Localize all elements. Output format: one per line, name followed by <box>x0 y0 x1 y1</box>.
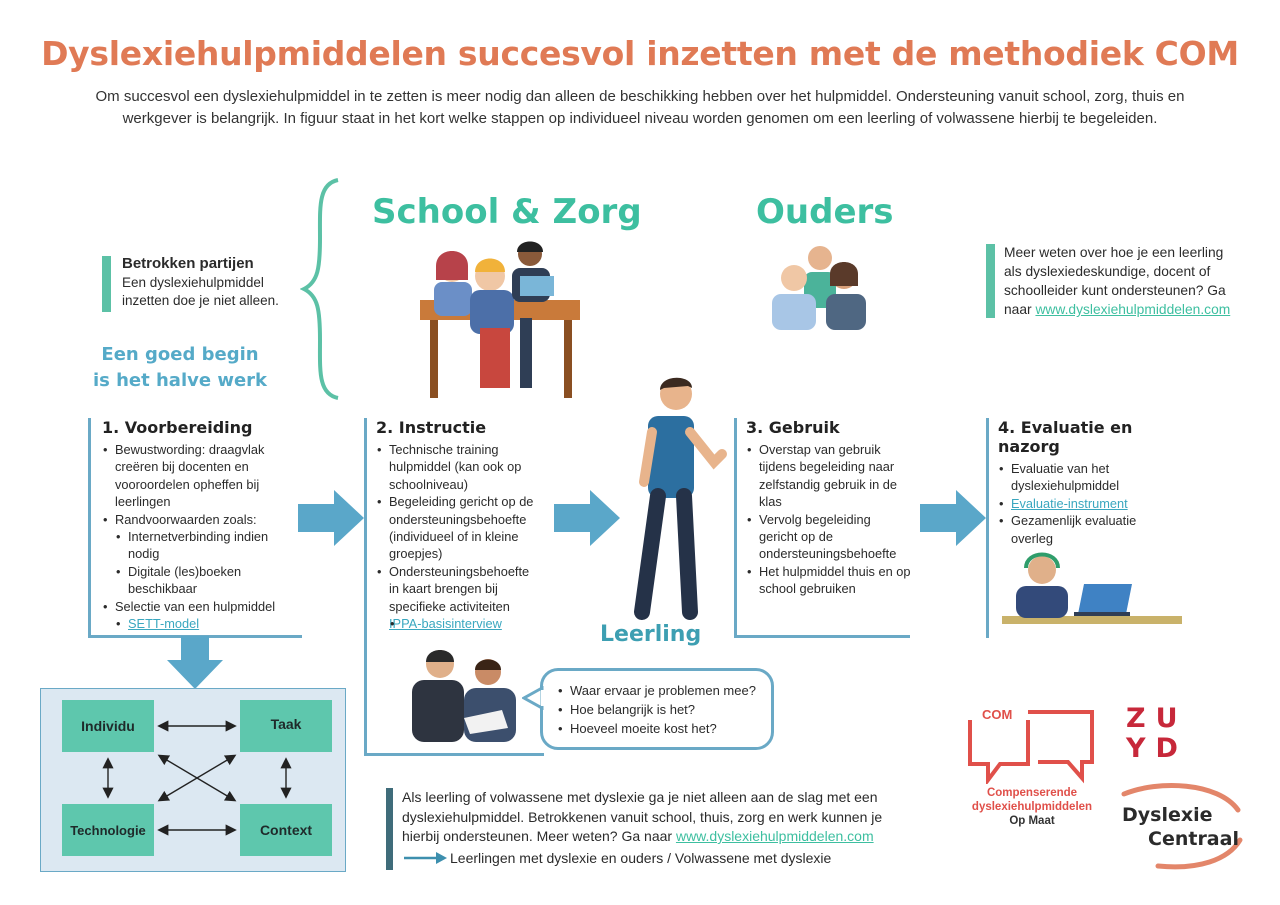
com-line-1: Compenserende <box>986 787 1078 799</box>
intro-text <box>30 86 1250 130</box>
betrokken-block <box>122 254 279 310</box>
heading-school-zorg: School & Zorg <box>372 192 642 232</box>
question-item: • Waar ervaar je problemen mee? <box>557 681 771 700</box>
intro-line-1: Om succesvol een dyslexiehulpmiddel in te zetten is meer nodig dan alleen de beschikking hebben over het hulpmiddel. Ondersteuning vanuit school, zorg, thuis en <box>95 88 1185 105</box>
arrow-right-icon <box>404 850 448 866</box>
step3-item-1: • Overstap van gebruik tijdens begeleiding naar zelfstandig gebruik in de klas <box>746 441 926 511</box>
bottom-note-line-2: dyslexiehulpmiddel. Betrokkenen vanuit school, thuis, zorg en werk kunnen je <box>402 808 883 825</box>
step3-item-3: • Het hulpmiddel thuis en op school gebruiken <box>746 563 926 598</box>
arrow-right-icon <box>554 490 622 546</box>
step1-item-1: • Bewustwording: draagvlak creëren bij docenten en vooroordelen opheffen bij leerlingen <box>102 441 302 511</box>
step2-item-2: • Begeleiding gericht op de ondersteuningsbehoefte (individueel of in kleine groepjes) <box>376 493 566 563</box>
step4-item-1: • Evaluatie van het dyslexiehulpmiddel <box>998 460 1188 495</box>
school-zorg-illustration <box>412 240 584 400</box>
bottom-note-line-1: Als leerling of volwassene met dyslexie ga je niet alleen aan de slag met een <box>402 789 878 805</box>
dyslexie-centraal-logo <box>1122 803 1239 851</box>
bubble-tail <box>522 686 544 710</box>
questions-list <box>557 681 771 738</box>
meer-weten-line-2: als dyslexiedeskundige, docent of <box>1004 264 1211 279</box>
matrix-technologie: Technologie <box>62 804 154 856</box>
step4-item-3: • Gezamenlijk evaluatie overleg <box>998 512 1188 547</box>
arrow-down-icon <box>166 636 224 690</box>
step3-title: 3. Gebruik <box>746 418 840 437</box>
com-label: COM <box>982 707 1013 722</box>
step1-item-2: • Randvoorwaarden zoals: <box>102 511 302 528</box>
intro-line-2: werkgever is belangrijk. In figuur staat in het kort welke stappen op individueel niveau worden genomen om een leerling of volwassene hierbij te begeleiden. <box>122 110 1158 127</box>
step4-list <box>998 460 1188 547</box>
zuyd-line-1: ZU <box>1126 703 1188 734</box>
evaluatie-illustration <box>1002 548 1182 642</box>
bottom-arrow-text: Leerlingen met dyslexie en ouders / Volwassene met dyslexie <box>450 850 832 866</box>
dc-line-1: Dyslexie <box>1122 804 1213 826</box>
step1-item-3: • Selectie van een hulpmiddel <box>102 598 302 615</box>
question-item: • Hoe belangrijk is het? <box>557 700 771 719</box>
step2-list <box>376 441 566 632</box>
step1-subitem-3 <box>102 615 302 632</box>
step4-block <box>998 418 1188 547</box>
curly-brace <box>300 178 344 400</box>
com-text <box>962 786 1102 828</box>
matrix-individu: Individu <box>62 700 154 752</box>
step1-title: 1. Voorbereiding <box>102 418 253 437</box>
betrokken-line-1: Een dyslexiehulpmiddel <box>122 275 264 290</box>
betrokken-title: Betrokken partijen <box>122 255 254 272</box>
com-line-2: dyslexiehulpmiddelen <box>971 801 1093 813</box>
meer-weten-line-3: schoolleider kunt ondersteunen? Ga <box>1004 283 1226 298</box>
dc-line-2: Centraal <box>1148 828 1239 850</box>
bottom-note <box>402 788 942 847</box>
bottom-note-prefix: hierbij ondersteunen. Meer weten? Ga naar <box>402 828 676 844</box>
step1-subitem-1: • Internetverbinding indien nodig <box>102 528 302 563</box>
step2-block <box>376 418 566 632</box>
bottom-accent-bar <box>386 788 393 870</box>
matrix-arrows <box>40 688 346 872</box>
step3-item-2: • Vervolg begeleiding gericht op de ondersteuningsbehoefte <box>746 511 926 563</box>
step4-title: 4. Evaluatie en nazorg <box>998 418 1133 456</box>
meer-weten-line-1: Meer weten over hoe je een leerling <box>1004 245 1224 260</box>
questions-bubble <box>540 668 774 750</box>
step1-list <box>102 441 302 632</box>
evaluatie-instrument-link[interactable]: Evaluatie-instrument <box>1011 495 1128 511</box>
step2-item-1: • Technische training hulpmiddel (kan ook op schoolniveau) <box>376 441 566 493</box>
meer-weten-prefix: naar <box>1004 302 1036 317</box>
step2-item-3: • Ondersteuningsbehoefte in kaart brengen bij specifieke activiteiten <box>376 563 566 615</box>
zuyd-line-2: YD <box>1126 733 1188 764</box>
step3-block <box>746 418 926 598</box>
meer-weten-link[interactable]: www.dyslexiehulpmiddelen.com <box>1035 302 1231 317</box>
page-title: Dyslexiehulpmiddelen succesvol inzetten met de methodiek COM <box>41 34 1239 73</box>
com-line-3: Op Maat <box>1009 815 1055 827</box>
ippa-link[interactable]: IPPA-basisinterview <box>389 616 502 632</box>
heading-ouders: Ouders <box>756 192 894 232</box>
bottom-note-link[interactable]: www.dyslexiehulpmiddelen.com <box>675 828 874 844</box>
slogan <box>80 342 280 394</box>
question-item: • Hoeveel moeite kost het? <box>557 719 771 738</box>
step1-block <box>102 418 302 632</box>
sett-model-link[interactable]: SETT-model <box>128 616 200 632</box>
betrokken-line-2: inzetten doe je niet alleen. <box>122 293 279 308</box>
step4-item-2 <box>998 495 1188 512</box>
step3-list <box>746 441 926 598</box>
leerling-illustration <box>614 372 734 622</box>
arrow-right-icon <box>920 490 988 546</box>
step2-title: 2. Instructie <box>376 418 487 437</box>
accent-bar-right <box>986 244 995 318</box>
arrow-right-icon <box>298 490 366 546</box>
meer-weten-block <box>1004 243 1264 319</box>
matrix-taak: Taak <box>240 700 332 752</box>
slogan-line-1: Een goed begin <box>101 344 259 365</box>
zuyd-logo <box>1126 704 1188 764</box>
step2-subitem-1 <box>376 615 566 632</box>
slogan-line-2: is het halve werk <box>92 370 268 391</box>
instructie-illustration <box>404 648 526 744</box>
ouders-illustration <box>770 242 870 332</box>
matrix-context: Context <box>240 804 332 856</box>
step1-subitem-2: • Digitale (les)boeken beschikbaar <box>102 563 302 598</box>
accent-bar <box>102 256 111 312</box>
leerling-label: Leerling <box>600 622 702 647</box>
